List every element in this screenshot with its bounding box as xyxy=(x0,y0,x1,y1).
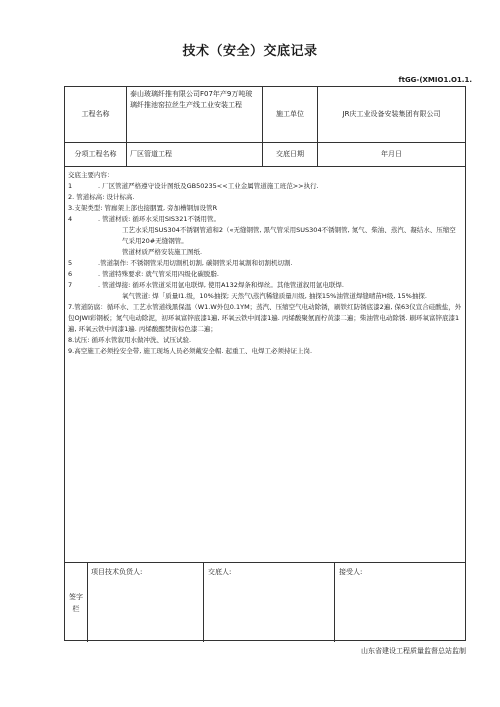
content-item xyxy=(68,280,462,291)
content-item-text: 9.高空施工必须拴安全带, 施工现场人员必须戴安全帽. 起重工、电焊工必须持证上岗. xyxy=(68,347,313,355)
content-item-text: . 管道特殊要求: 就气管采用四级化碳脱脂. xyxy=(98,270,219,278)
date-value: 年月日 xyxy=(381,150,402,158)
footer-note: 山东省建设工程质量监督总站监制 xyxy=(361,647,466,655)
content-items xyxy=(68,181,462,357)
content-item xyxy=(68,192,462,203)
content-item-text: 工艺水采用SUS304不锈钢管道和2（«无缝钢管, 黑气管采用SUS304不锈钢管, 氮气、柴油、蒸汽、凝结水、压缩空气采用20#无缝钢管。 xyxy=(122,226,456,245)
content-item-number: 7 xyxy=(68,281,73,289)
content-item xyxy=(68,214,462,225)
content-item xyxy=(68,291,462,302)
contractor-value: JR庆工业设备安装集团有限公司 xyxy=(342,110,441,118)
content-item-number: 1 xyxy=(68,182,73,190)
content-item-text: .管道制作: 不锈钢管采用切割机切割, 碳钢管采用氧割和切割机切割. xyxy=(98,259,293,267)
content-item xyxy=(68,302,462,335)
document-title: 技术（安全）交底记录 xyxy=(182,44,318,59)
content-item-text: .管道防腐：循环水、工艺水管道线黑保温（W1.W外包0.1YM；蒸汽、压缩空气电动除锈，刷铁红防锈底漆2遍, 保63仪宣合硅酸盐，外包OJWI彩钢板；氮气电动除泥，初环氧富锌底漆1遍, 环氧云铁中间漆1遍. 丙烯酸聚氨面柠黄漆二遍；柴油管电动除锈. 刷环氧富锌底漆1遍, 环氧云铁中间漆1遍. 丙烯酸醒焚街棕色漆二遍； xyxy=(68,303,462,333)
content-item xyxy=(68,181,462,192)
signature-row xyxy=(65,563,465,642)
content-item xyxy=(68,247,462,258)
content-item-text: . 管道焊接: 循环水管道采用氩电联焊, 使用A132焊条和焊丝。其他管道叙用氩电联焊. xyxy=(98,281,344,289)
content-item-text: 3.支架类型: 管廊架上部也接胭置, 旁加槽钢加设管R xyxy=(68,204,218,212)
content-item-number: 6 xyxy=(68,270,73,278)
content-intro: 交底主要内容： xyxy=(68,171,114,179)
content-item-text: 8.试压: 循环水管叙用水做冲洗、试压试验. xyxy=(68,336,192,344)
content-item xyxy=(68,346,462,357)
content-item xyxy=(68,203,462,214)
content-item-number: 7 xyxy=(68,303,73,311)
form-code: ftGG-(XMIO1.O1.1. xyxy=(398,76,472,84)
content-item xyxy=(68,269,462,280)
tech-lead-signature: 项目技术负货人: xyxy=(87,563,204,642)
content-item-number: 4 xyxy=(68,215,73,223)
content-item-text: . 管道材质: 循环水采用SIS321不锈用管。 xyxy=(98,215,220,223)
content-item-text: 氧气管道: 焊「质量I1.级，10%抽探; 天然气\蒸汽稀缝质量川级, 抽探15%油管道焊缝晴苗H级, 15%抽探. xyxy=(122,292,427,300)
project-name-label: 工程名称 xyxy=(65,87,127,142)
content-item xyxy=(68,258,462,269)
content-item-text: . 厂区管道严格遵守设计图纸及GB50235<<工业金属管道施工班范>>执行. xyxy=(98,182,319,190)
briefing-content xyxy=(65,167,465,563)
subproject-row xyxy=(65,143,465,167)
contractor-label: 施工单位 xyxy=(263,87,318,142)
content-item xyxy=(68,225,462,247)
record-table xyxy=(64,86,466,641)
content-item-text: 2. 管道标高: 设计标高. xyxy=(68,193,135,201)
content-item-number: 5 xyxy=(68,259,73,267)
signature-label-line2: 栏 xyxy=(72,604,80,613)
content-item xyxy=(68,335,462,346)
subproject-label: 分项工程名称 xyxy=(65,143,127,166)
content-item-text: 管道材质严格安装施工图纸. xyxy=(122,248,203,256)
date-label: 交底日期 xyxy=(263,143,318,166)
project-name-value: 泰山玻璃纤推有限公司F07年产9万吨玻璃纤推池窑拉丝生产线工业安装工程 xyxy=(127,87,263,142)
subproject-value: 厂区管道工程 xyxy=(127,143,263,166)
signature-label xyxy=(65,563,88,642)
project-row xyxy=(65,87,465,143)
receiver-signature: 接受人: xyxy=(339,568,363,576)
signature-label-line1: 签字 xyxy=(69,592,83,601)
briefer-signature: 交底人: xyxy=(204,563,335,642)
